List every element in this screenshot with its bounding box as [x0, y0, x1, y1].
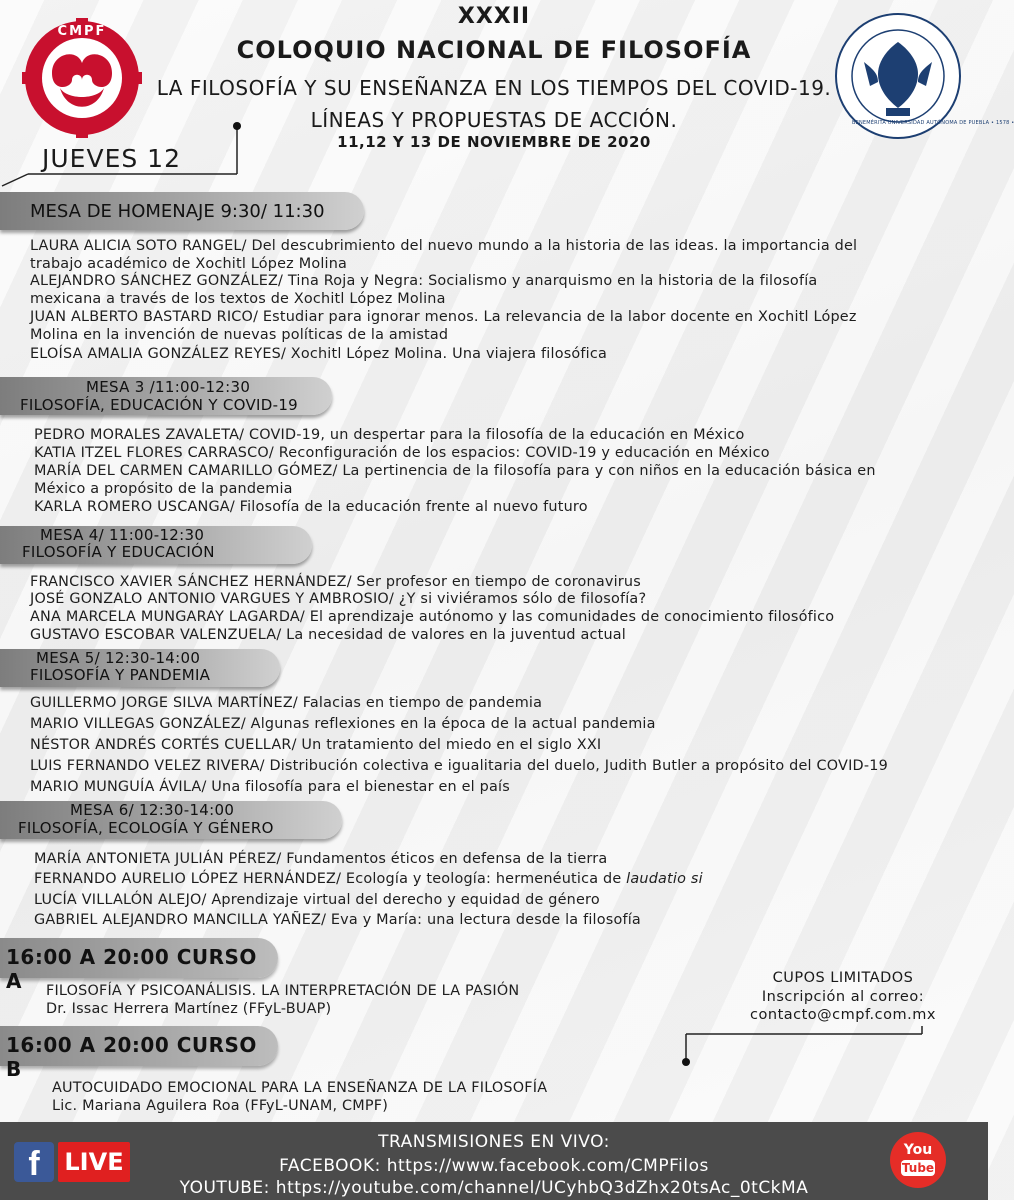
list-item: PEDRO MORALES ZAVALETA/ COVID-19, un despertar para la filosofía de la educación en México	[34, 427, 745, 443]
list-item: MARIO VILLEGAS GONZÁLEZ/ Algunas reflexiones en la época de la actual pandemia	[30, 716, 656, 732]
list-item: MARÍA DEL CARMEN CAMARILLO GÓMEZ/ La pertinencia de la filosofía para y con niños en la educación básica en	[34, 463, 876, 479]
list-item: Molina en la invención de nuevas políticas de la amistad	[30, 327, 449, 343]
list-item-text: FERNANDO AURELIO LÓPEZ HERNÁNDEZ/ Ecología y teología: hermenéutica de	[34, 871, 627, 887]
mesa-5-title: FILOSOFÍA Y PANDEMIA	[30, 666, 211, 684]
youtube-icon-box	[901, 1160, 935, 1176]
mesa-4-time: MESA 4/ 11:00-12:30	[40, 526, 205, 544]
list-item: ALEJANDRO SÁNCHEZ GONZÁLEZ/ Tina Roja y Negra: Socialismo y anarquismo en la historia de la filosofía	[30, 273, 818, 289]
mesa-3-time: MESA 3 /11:00-12:30	[86, 378, 251, 396]
list-item: KARLA ROMERO USCANGA/ Filosofía de la educación frente al nuevo futuro	[34, 499, 588, 515]
list-item-italic: laudatio si	[626, 871, 703, 887]
list-item: LUIS FERNANDO VELEZ RIVERA/ Distribución colectiva e igualitaria del duelo, Judith Butler a propósito del COVID-19	[30, 758, 888, 774]
subtitle-1: LA FILOSOFÍA Y SU ENSEÑANZA EN LOS TIEMPOS DEL COVID-19.	[156, 76, 832, 100]
mesa-homenaje-title: MESA DE HOMENAJE 9:30/ 11:30	[30, 201, 325, 222]
list-item: GABRIEL ALEJANDRO MANCILLA YAÑEZ/ Eva y María: una lectura desde la filosofía	[34, 912, 641, 928]
day-bracket	[0, 118, 260, 188]
mesa-6-time: MESA 6/ 12:30-14:00	[70, 801, 235, 819]
facebook-icon: f	[14, 1142, 54, 1182]
facebook-live-badge[interactable]	[14, 1142, 130, 1182]
footer-title: TRANSMISIONES EN VIVO:	[378, 1132, 610, 1152]
mesa-4-title: FILOSOFÍA Y EDUCACIÓN	[22, 543, 215, 561]
curso-a-banner	[0, 938, 278, 993]
contact-email[interactable]: contacto@cmpf.com.mx	[750, 1007, 936, 1023]
mesa-3-title: FILOSOFÍA, EDUCACIÓN Y COVID-19	[20, 396, 299, 414]
list-item: GUILLERMO JORGE SILVA MARTÍNEZ/ Falacias en tiempo de pandemia	[30, 695, 543, 711]
cupos-title: CUPOS LIMITADOS	[772, 970, 914, 986]
cupos-subtitle: Inscripción al correo:	[761, 989, 925, 1005]
list-item: México a propósito de la pandemia	[34, 481, 293, 497]
list-item: GUSTAVO ESCOBAR VALENZUELA/ La necesidad de valores en la juventud actual	[30, 627, 627, 643]
curso-a-label: 16:00 A 20:00 CURSO A	[6, 945, 257, 993]
curso-a-title: FILOSOFÍA Y PSICOANÁLISIS. LA INTERPRETACIÓN DE LA PASIÓN	[46, 983, 520, 999]
mesa-6-title: FILOSOFÍA, ECOLOGÍA Y GÉNERO	[18, 819, 274, 837]
curso-b-teacher: Lic. Mariana Aguilera Roa (FFyL-UNAM, CMPF)	[52, 1098, 389, 1114]
list-item: KATIA ITZEL FLORES CARRASCO/ Reconfiguración de los espacios: COVID-19 y educación en México	[34, 445, 770, 461]
curso-b-banner	[0, 1026, 278, 1081]
cupos-bracket	[680, 1022, 930, 1072]
list-item: mexicana a través de los textos de Xochitl López Molina	[30, 291, 446, 307]
list-item: MARÍA ANTONIETA JULIÁN PÉREZ/ Fundamentos éticos en defensa de la tierra	[34, 851, 608, 867]
footer-bar	[0, 1122, 988, 1200]
list-item: ANA MARCELA MUNGARAY LAGARDA/ El aprendizaje autónomo y las comunidades de conocimiento filosófico	[30, 609, 835, 625]
subtitle-2: LÍNEAS Y PROPUESTAS DE ACCIÓN.	[310, 108, 678, 132]
list-item: MARIO MUNGUÍA ÁVILA/ Una filosofía para el bienestar en el país	[30, 779, 510, 795]
facebook-link[interactable]: FACEBOOK: https://www.facebook.com/CMPFilos	[279, 1156, 709, 1176]
list-item: FRANCISCO XAVIER SÁNCHEZ HERNÁNDEZ/ Ser profesor en tiempo de coronavirus	[30, 574, 641, 590]
edition: XXXII	[457, 4, 531, 29]
seal-ring-text: BENEMÉRITA UNIVERSIDAD AUTÓNOMA DE PUEBLA • 1578 •	[852, 120, 1014, 126]
list-item: ELOÍSA AMALIA GONZÁLEZ REYES/ Xochitl López Molina. Una viajera filosófica	[30, 346, 607, 362]
list-item: trabajo académico de Xochitl López Molina	[30, 256, 348, 272]
cmpf-logo-text: CMPF	[57, 24, 107, 39]
curso-a-teacher: Dr. Issac Herrera Martínez (FFyL-BUAP)	[46, 1001, 332, 1017]
curso-b-title: AUTOCUIDADO EMOCIONAL PARA LA ENSEÑANZA DE LA FILOSOFÍA	[52, 1080, 548, 1096]
list-item: NÉSTOR ANDRÉS CORTÉS CUELLAR/ Un tratamiento del miedo en el siglo XXI	[30, 737, 602, 753]
list-item: LUCÍA VILLALÓN ALEJO/ Aprendizaje virtual del derecho y equidad de género	[34, 892, 600, 908]
youtube-link[interactable]: YOUTUBE: https://youtube.com/channel/UCyhbQ3dZhx20tsAc_0tCkMA	[179, 1178, 809, 1198]
youtube-icon-text-bottom: Tube	[901, 1161, 935, 1175]
list-item	[34, 869, 703, 889]
list-item: LAURA ALICIA SOTO RANGEL/ Del descubrimiento del nuevo mundo a la historia de las ideas. la importancia del	[30, 238, 858, 254]
live-label: LIVE	[58, 1142, 130, 1182]
event-dates: 11,12 Y 13 DE NOVIEMBRE DE 2020	[337, 133, 651, 151]
youtube-icon-text-top: You	[903, 1142, 933, 1158]
list-item: JUAN ALBERTO BASTARD RICO/ Estudiar para ignorar menos. La relevancia de la labor docente en Xochitl López	[30, 309, 857, 325]
youtube-icon[interactable]	[890, 1132, 946, 1188]
mesa-5-time: MESA 5/ 12:30-14:00	[36, 649, 201, 667]
curso-b-label: 16:00 A 20:00 CURSO B	[6, 1033, 257, 1081]
page-title: COLOQUIO NACIONAL DE FILOSOFÍA	[236, 36, 752, 64]
list-item: JOSÉ GONZALO ANTONIO VARGUES Y AMBROSIO/ ¿Y si viviéramos sólo de filosofía?	[30, 591, 647, 607]
day-label: JUEVES 12	[42, 144, 181, 173]
